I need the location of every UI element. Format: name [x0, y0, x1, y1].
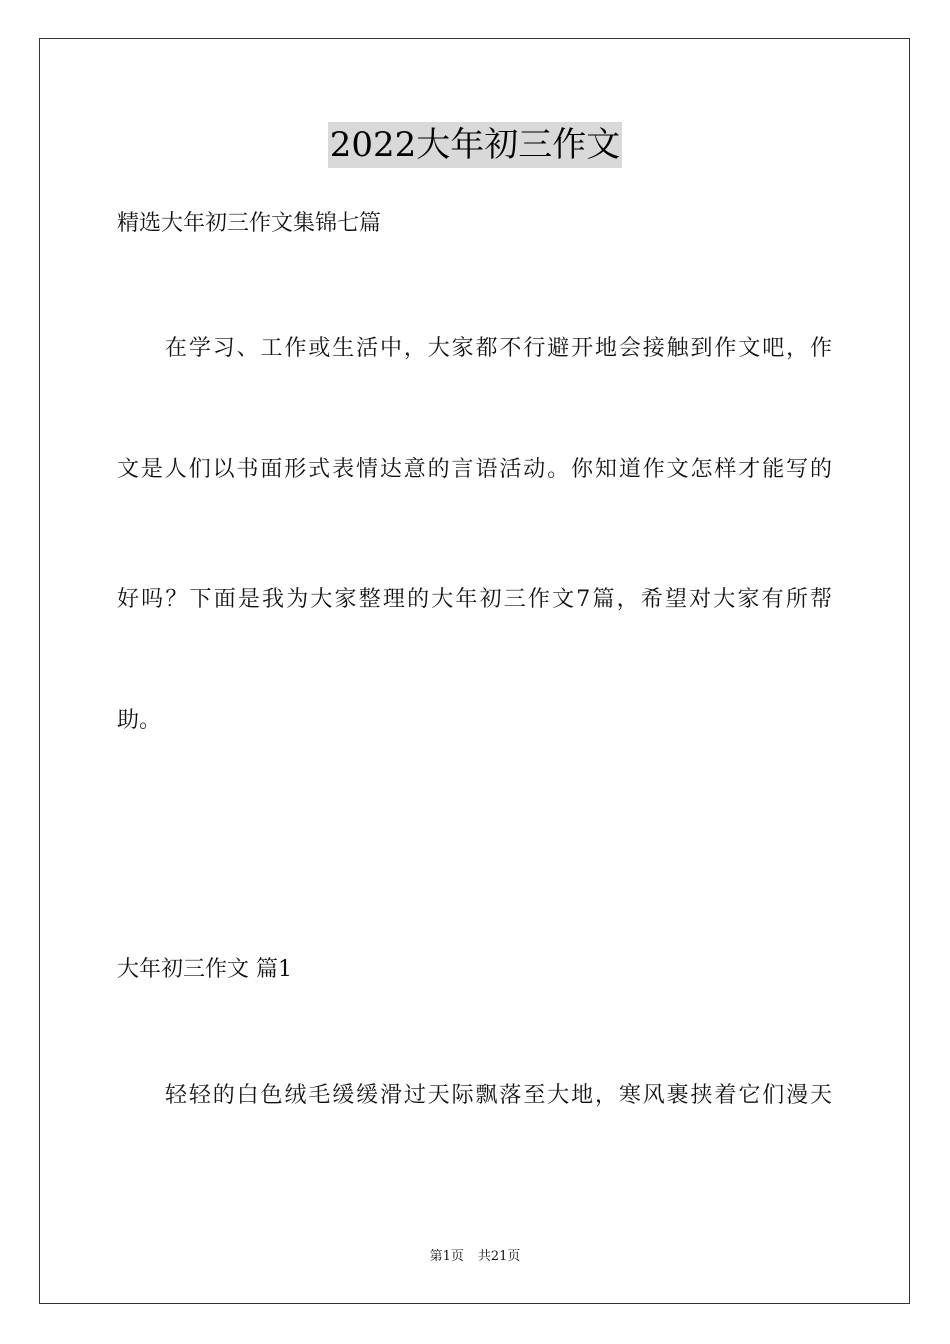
document-title: 2022大年初三作文 — [328, 122, 623, 168]
paragraph-line: 轻轻的白色绒毛缓缓滑过天际飘落至大地，寒风裹挟着它们漫天 — [165, 1083, 833, 1108]
section-heading: 大年初三作文 篇1 — [117, 957, 292, 982]
title-container — [0, 122, 950, 168]
page-total: 共21页 — [477, 1249, 521, 1264]
paragraph-line: 在学习、工作或生活中，大家都不行避开地会接触到作文吧，作 — [165, 336, 833, 361]
document-subtitle: 精选大年初三作文集锦七篇 — [117, 211, 382, 236]
page-footer — [0, 1248, 950, 1266]
paragraph-line: 文是人们以书面形式表情达意的言语活动。你知道作文怎样才能写的 — [117, 457, 833, 482]
page-number: 第1页 — [429, 1249, 464, 1264]
paragraph-line: 助。 — [117, 708, 162, 733]
paragraph-line: 好吗？下面是我为大家整理的大年初三作文7篇，希望对大家有所帮 — [117, 587, 833, 612]
